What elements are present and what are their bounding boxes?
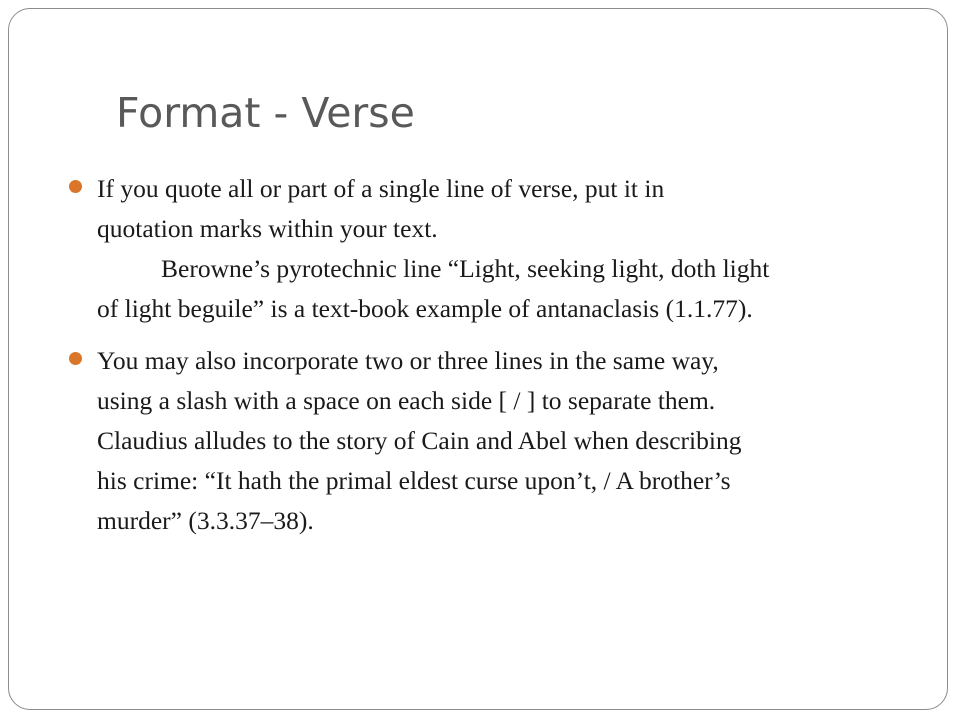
- bullet-text-line: If you quote all or part of a single line of verse, put it in: [97, 174, 665, 203]
- bullet-item-single-line-quote: [69, 169, 929, 329]
- bullet-text-line: quotation marks within your text.: [97, 214, 438, 243]
- slide-frame: [8, 8, 948, 710]
- bullet-item-multi-line-quote: [69, 341, 929, 541]
- bullet-text-line: his crime: “It hath the primal eldest curse upon’t, / A brother’s: [97, 466, 731, 495]
- bullet-dot-icon: [69, 180, 82, 193]
- bullet-text-line: of light beguile” is a text-book example of antanaclasis (1.1.77).: [97, 294, 753, 323]
- bullet-text-line-indented: Berowne’s pyrotechnic line “Light, seeking light, doth light: [161, 254, 770, 283]
- bullet-text-line: You may also incorporate two or three lines in the same way,: [97, 346, 719, 375]
- bullet-text-line: Claudius alludes to the story of Cain and Abel when describing: [97, 426, 742, 455]
- bullet-text-line: murder” (3.3.37–38).: [97, 506, 314, 535]
- bullet-text-line: using a slash with a space on each side [ / ] to separate them.: [97, 386, 716, 415]
- bullet-list: [69, 169, 929, 553]
- slide-title: Format - Verse: [116, 89, 415, 137]
- bullet-dot-icon: [69, 352, 82, 365]
